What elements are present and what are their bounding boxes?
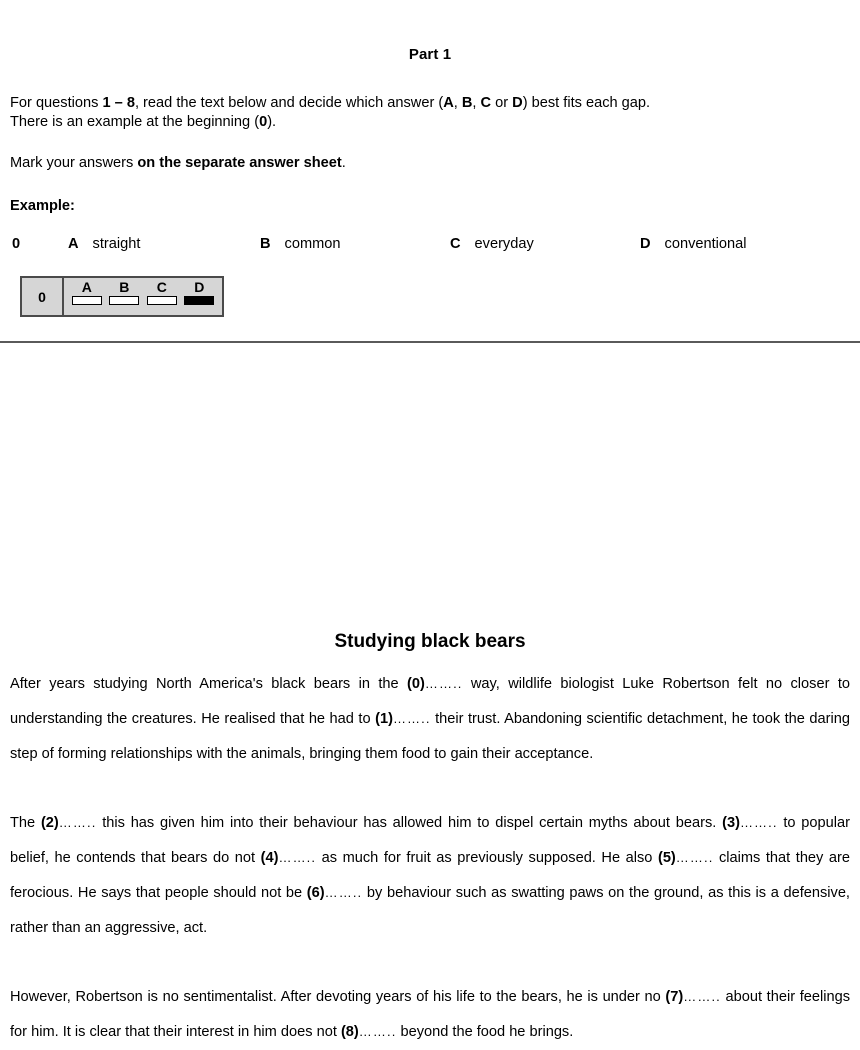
example-options-row [10, 236, 850, 262]
answer-bubble-a-mark[interactable] [72, 296, 102, 305]
section-divider [0, 341, 860, 343]
gap-number: (8) [340, 1024, 359, 1041]
example-answer-grid[interactable] [20, 276, 224, 317]
passage-text: claims that they are ferocious. He says that people should not be [10, 850, 850, 902]
answer-bubble-b[interactable] [107, 280, 141, 305]
example-option-c-letter: C [450, 236, 461, 253]
gap-blank: …….. [424, 676, 463, 692]
example-option-b[interactable] [260, 236, 341, 252]
passage-paragraph [10, 667, 850, 772]
gap-blank: …….. [739, 815, 778, 831]
example-option-d-letter: D [640, 236, 651, 253]
instructions-text-1: For questions [10, 95, 103, 111]
instructions-sep-3: or [491, 95, 513, 111]
answer-sheet-emphasis: on the separate answer sheet [137, 154, 342, 171]
passage-text: their trust. Abandoning scientific detachment, he took the daring step of forming relationships with the animals, bringing them food to gain their acceptance. [10, 711, 850, 763]
gap-number: (7) [665, 989, 684, 1006]
example-label: Example: [10, 198, 75, 215]
gap-blank: …….. [675, 850, 714, 866]
answer-bubble-b-mark[interactable] [109, 296, 139, 305]
passage-text: way, wildlife biologist Luke Robertson felt no closer to understanding the creatures. He realised that he had to [10, 676, 850, 728]
answer-bubble-c-mark[interactable] [147, 296, 177, 305]
option-letter-a: A [443, 95, 454, 111]
answer-grid-row-number: 0 [22, 278, 64, 315]
gap-number: (5) [657, 850, 676, 867]
gap-blank: …….. [392, 711, 431, 727]
passage-text: beyond the food he brings. [396, 1024, 574, 1041]
answer-bubble-a-letter: A [81, 279, 92, 295]
gap-number: (1) [375, 711, 393, 728]
option-letter-d: D [512, 95, 523, 111]
example-question-number: 0 [12, 236, 21, 253]
passage-text: by behaviour such as swatting paws on the ground, as this is a defensive, rather than an aggressive, act. [10, 885, 850, 937]
gap-blank: …….. [324, 885, 363, 901]
answer-bubble-a[interactable] [70, 280, 104, 305]
answer-bubble-b-letter: B [119, 279, 130, 295]
option-letter-b: B [461, 95, 473, 111]
answer-sheet-text-2: . [341, 154, 346, 171]
passage-text: this has given him into their behaviour has allowed him to dispel certain myths about bears. [96, 815, 723, 832]
passage-body [10, 653, 850, 1050]
gap-number: (0) [407, 676, 425, 693]
passage-text: as much for fruit as previously supposed. He also [316, 850, 658, 867]
passage-text: about their feelings for him. It is clear that their interest in him does not [10, 989, 850, 1041]
instructions-sep-2: , [472, 95, 481, 111]
passage-paragraph [10, 806, 850, 946]
example-zero-reference: 0 [259, 114, 268, 131]
gap-blank: …….. [358, 1024, 397, 1040]
example-option-d-text: conventional [664, 236, 747, 253]
instructions-sep-1: , [453, 95, 462, 111]
answer-bubble-d-letter: D [194, 279, 205, 295]
example-option-c-text: everyday [474, 236, 534, 253]
instructions-text-5: ). [267, 114, 277, 131]
gap-number: (2) [40, 815, 59, 832]
instructions-text-3: ) best fits each gap. [522, 95, 651, 111]
passage-text: The [10, 815, 41, 832]
example-option-a-text: straight [92, 236, 141, 253]
instructions-text-2: , read the text below and decide which answer ( [134, 95, 444, 111]
example-option-c[interactable] [450, 236, 534, 252]
gap-blank: …….. [683, 989, 721, 1005]
passage-paragraph [10, 980, 850, 1050]
answer-bubble-d[interactable] [182, 280, 216, 305]
gap-blank: …….. [278, 850, 317, 866]
example-option-b-text: common [284, 236, 341, 253]
answer-bubble-c[interactable] [145, 280, 179, 305]
example-option-a-letter: A [68, 236, 79, 253]
passage-text: to popular belief, he contends that bears do not [10, 815, 850, 867]
answer-bubble-d-mark[interactable] [184, 296, 214, 305]
example-option-a[interactable] [68, 236, 140, 252]
instructions-text-4: There is an example at the beginning ( [10, 114, 260, 131]
gap-blank: …….. [58, 815, 97, 831]
passage-text: After years studying North America's black bears in the [10, 676, 408, 693]
part-title: Part 1 [408, 46, 452, 63]
example-option-d[interactable] [640, 236, 747, 252]
answer-grid-bubbles [64, 278, 222, 315]
gap-number: (6) [306, 885, 325, 902]
option-letter-c: C [480, 95, 492, 111]
answer-bubble-c-letter: C [156, 279, 167, 295]
answer-sheet-text-1: Mark your answers [10, 154, 138, 171]
passage-text: However, Robertson is no sentimentalist. After devoting years of his life to the bears, he is under no [10, 989, 666, 1006]
answer-sheet-instruction [10, 133, 850, 173]
instructions-paragraph [10, 63, 850, 133]
gap-number: (4) [260, 850, 279, 867]
question-range: 1 – 8 [102, 95, 135, 111]
gap-number: (3) [722, 815, 740, 832]
example-option-b-letter: B [260, 236, 271, 253]
passage-title: Studying black bears [334, 631, 526, 653]
